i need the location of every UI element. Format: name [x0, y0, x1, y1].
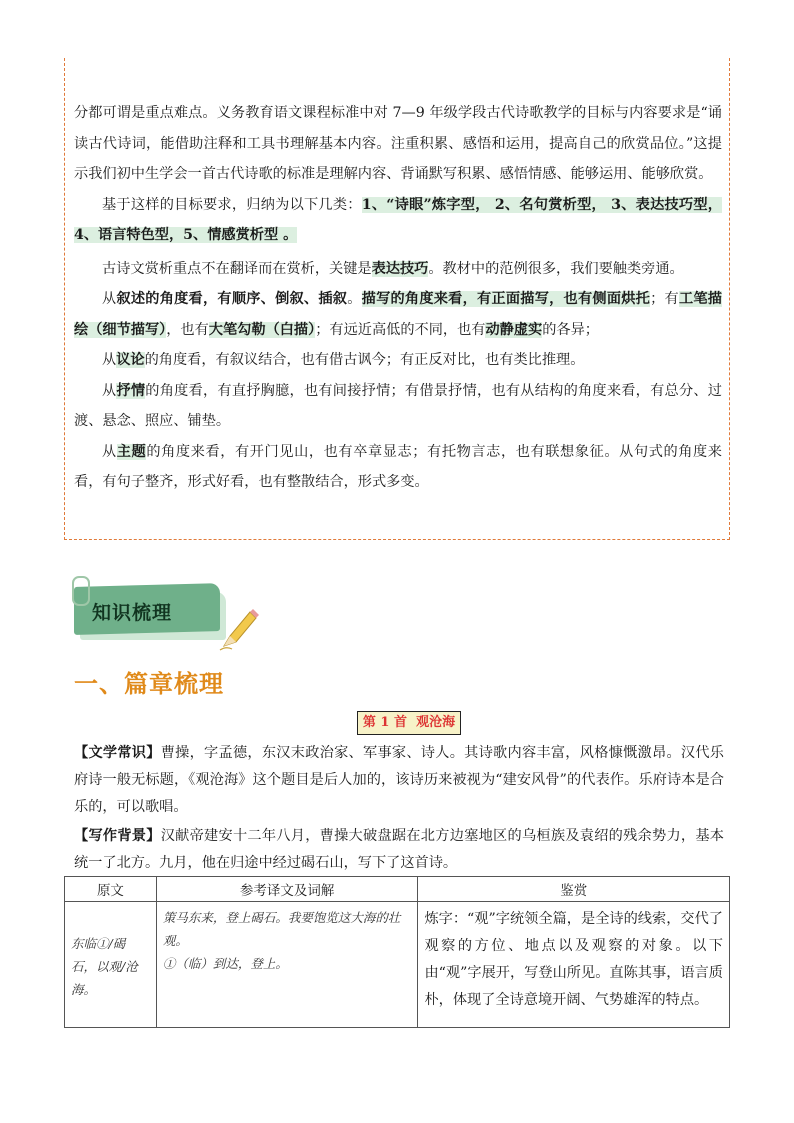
table-row — [65, 902, 730, 1028]
writing-background: 【写作背景】汉献帝建安十二年八月，曹操大破盘踞在北方边塞地区的乌桓族及袁绍的残余势力，基本统一了北方。九月，他在归途中经过碣石山，写下了这首诗。 — [74, 828, 724, 871]
literary-knowledge-tag: 【文学常识】 — [74, 745, 161, 761]
poem-table — [64, 876, 730, 1028]
cell-appreciation: 炼字：“观”字统领全篇，是全诗的线索，交代了观察的方位、地点以及观察的对象。以下由“观”字展开，写登山所见。直陈其事，语言质朴，体现了全诗意境开阔、气势雄浑的特点。 — [418, 902, 730, 1028]
intro-paragraph-3: 古诗文赏析重点不在翻译而在赏析，关键是表达技巧。教材中的范例很多，我们要触类旁通。 — [102, 260, 684, 277]
header-original: 原文 — [65, 877, 157, 902]
intro-paragraph-2: 基于这样的目标要求，归纳为以下几类：1、“诗眼”炼字型， 2、名句赏析型， 3、表达技巧型，4、语言特色型，5、情感赏析型 。 — [74, 196, 722, 243]
intro-paragraph-7: 从主题的角度来看，有开门见山，也有卒章显志；有托物言志，也有联想象征。从句式的角度来看，有句子整齐，形式好看，也有整散结合，形式多变。 — [74, 443, 722, 490]
intro-paragraph-4: 从叙述的角度看，有顺序、倒叙、插叙。描写的角度来看，有正面描写，也有侧面烘托；有工笔描绘（细节描写），也有大笔勾勒（白描）；有远近高低的不同，也有动静虚实的各异； — [74, 291, 722, 338]
header-appreciation: 鉴赏 — [418, 877, 730, 902]
table-header-row — [65, 877, 730, 902]
intro-paragraph-6: 从抒情的角度看，有直抒胸臆，也有间接抒情；有借景抒情，也有从结构的角度来看，有总分、过渡、悬念、照应、铺垫。 — [74, 382, 722, 429]
literary-knowledge: 【文学常识】曹操，字孟德，东汉末政治家、军事家、诗人。其诗歌内容丰富，风格慷慨激昂。汉代乐府诗一般无标题，《观沧海》这个题目是后人加的，该诗历来被视为“建安风骨”的代表作。乐府诗本是合乐的，可以歌唱。 — [74, 745, 724, 815]
intro-paragraph-1: 分都可谓是重点难点。义务教育语文课程标准中对 7—9 年级学段古代诗歌教学的目标与内容要求是“诵读古代诗词，能借助注释和工具书理解基本内容。注重积累、感悟和运用，提高自己的欣赏品位。”这提示我们初中生学会一首古代诗歌的标准是理解内容、背诵默写积累、感悟情感、能够运用、能够欣赏。 — [74, 105, 722, 182]
pencil-icon — [216, 606, 262, 652]
writing-background-tag: 【写作背景】 — [74, 828, 161, 844]
intro-paragraph-5: 从议论的角度看，有叙议结合，也有借古讽今；有正反对比，也有类比推理。 — [102, 352, 585, 368]
intro-text — [74, 98, 722, 498]
page-heading: 一、篇章梳理 — [74, 670, 224, 698]
paperclip-icon — [72, 576, 90, 606]
poem-title-box: 第 1 首 观沧海 — [357, 711, 461, 735]
header-translation: 参考译文及词解 — [156, 877, 418, 902]
cell-original: 东临①/碣石，以观/沧海。 — [65, 902, 157, 1028]
cell-translation: 策马东来，登上碣石。我要饱览这大海的壮观。 ①（临）到达，登上。 — [156, 902, 418, 1028]
banner-title: 知识梳理 — [92, 602, 173, 624]
question-types-highlight: 1、“诗眼”炼字型， 2、名句赏析型， 3、表达技巧型，4、语言特色型，5、情感赏析型 。 — [74, 196, 722, 243]
